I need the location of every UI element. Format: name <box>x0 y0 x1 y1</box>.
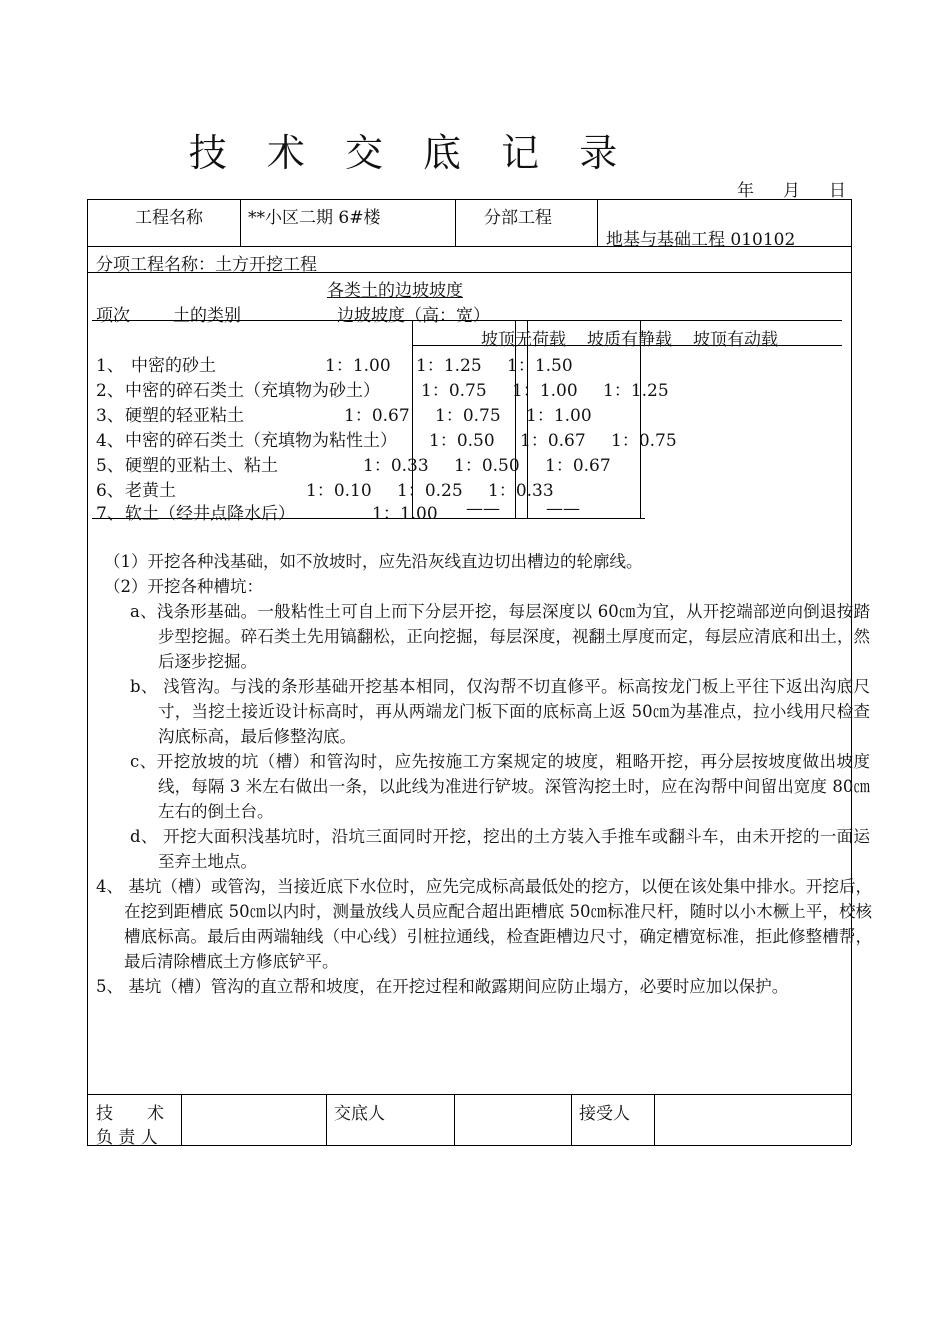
slope-table-caption: 各类土的边坡坡度 <box>327 281 463 301</box>
project-name-value: **小区二期 6#楼 <box>248 208 381 228</box>
table-row-v3: 1：1.25 <box>603 381 669 401</box>
sub-header-dynamic-load: 坡顶有动载 <box>693 330 778 350</box>
table-row-soil: 中密的砂土 <box>131 356 216 376</box>
frame-top <box>87 199 851 200</box>
paragraph-d: d、 开挖大面积浅基坑时，沿坑三面同时开挖，挖出的土方装入手推车或翻斗车，由未开挖的一面运至弃土地点。 <box>130 827 870 871</box>
table-rule-1 <box>92 320 842 321</box>
date-year: 年 <box>737 181 754 201</box>
table-row-v2: —— <box>466 499 500 519</box>
footer-divider-1 <box>181 1094 182 1145</box>
table-row-soil: 硬塑的轻亚粘土 <box>125 406 244 426</box>
paragraph-4: 4、 基坑（槽）或管沟，当接近底下水位时，应先完成标高最低处的挖方，以便在该处集中排水。开挖后，在挖到距槽底 50㎝以内时，测量放线人员应配合超出距槽底 50㎝标准尺杆，随时以小木橛上平，校核槽底标高。最后由两端轴线（中心线）引桩拉通线，检查距槽边尺寸，确定槽宽标准，拒此修整槽帮，最后清除槽底土方修底铲平。 <box>96 877 872 971</box>
table-row-idx: 6、 <box>96 481 124 501</box>
table-row-soil: 中密的碎石类土（充填物为粘性土） <box>125 431 397 451</box>
table-row-v2: 1：0.67 <box>520 431 586 451</box>
sub-header-no-load: 坡顶无荷载 <box>481 330 566 350</box>
date-day: 日 <box>829 181 846 201</box>
frame-left <box>87 199 88 1145</box>
col-soil-header: 土的类别 <box>173 306 241 326</box>
table-row-v1: 1：1.00 <box>325 356 391 376</box>
paragraph-b: b、 浅管沟。与浅的条形基础开挖基本相同，仅沟帮不切直修平。标高按龙门板上平往下返出沟底尺寸，当挖土接近设计标高时，再从两端龙门板下面的底标高上返 50㎝为基准点，拉小线用尺检查沟底标高，最后修整沟底。 <box>130 677 870 746</box>
project-name-label: 工程名称 <box>135 208 203 228</box>
footer-divider-3 <box>454 1094 455 1145</box>
table-row-v2: 1：0.75 <box>435 406 501 426</box>
table-row-v3: 1：0.67 <box>545 456 611 476</box>
table-row-v1: 1：0.67 <box>344 406 410 426</box>
paragraph-a: a、浅条形基础。一般粘性土可自上而下分层开挖，每层深度以 60㎝为宜，从开挖端部逆向倒退按踏步型挖掘。碎石类土先用镐翻松，正向挖掘，每层深度，视翻土厚度而定，每层应清底和出土，然后逐步挖掘。 <box>130 602 870 671</box>
table-row-v2: 1：1.00 <box>512 381 578 401</box>
table-row-v3: 1：0.33 <box>488 481 554 501</box>
table-row-v3: 1：0.75 <box>611 431 677 451</box>
paragraph-2: （2）开挖各种槽坑： <box>104 577 263 596</box>
table-row-soil: 老黄土 <box>125 481 176 501</box>
subitem-name: 分项工程名称：土方开挖工程 <box>96 255 317 275</box>
table-row-v2: 1：0.25 <box>397 481 463 501</box>
receiver-label: 接受人 <box>579 1104 630 1124</box>
paragraph-1: （1）开挖各种浅基础，如不放坡时，应先沿灰线直边切出槽边的轮廓线。 <box>104 552 643 571</box>
table-row-v3: 1：1.50 <box>507 356 573 376</box>
date-month: 月 <box>783 181 800 201</box>
footer-divider-4 <box>571 1094 572 1145</box>
header-divider-2 <box>455 199 456 246</box>
table-row-v1: 1：1.00 <box>372 504 438 524</box>
col-index-header: 项次 <box>96 306 130 326</box>
header-divider-3 <box>597 199 598 246</box>
table-row-v1: 1：0.33 <box>363 456 429 476</box>
footer-divider-5 <box>654 1094 655 1145</box>
header-divider-1 <box>240 199 241 246</box>
paragraph-5: 5、 基坑（槽）管沟的直立帮和坡度，在开挖过程和敞露期间应防止塌方，必要时应加以保护。 <box>96 977 789 996</box>
paragraph-c: c、开挖放坡的坑（槽）和管沟时，应先按施工方案规定的坡度，粗略开挖，再分层按坡度做出坡度线，每隔 3 米左右做出一条，以此线为准进行铲坡。深管沟挖土时，应在沟帮中间留出宽度 80㎝左右的倒土台。 <box>130 752 870 821</box>
table-row-v1: 1：0.10 <box>306 481 372 501</box>
footer-divider-2 <box>326 1094 327 1145</box>
table-row-v1: 1：0.50 <box>429 431 495 451</box>
frame-bottom <box>87 1145 851 1146</box>
table-row-idx: 7、 <box>96 504 124 524</box>
sub-header-static-load: 坡质有静载 <box>587 330 672 350</box>
table-row-v1: 1：0.75 <box>421 381 487 401</box>
tech-leader-label-line2: 负 责 人 <box>96 1128 158 1148</box>
col-slope-header: 边坡坡度（高：宽） <box>337 306 490 326</box>
table-row-idx: 3、 <box>96 406 124 426</box>
tech-leader-label-line1: 技 术 <box>96 1104 164 1124</box>
division-value: 地基与基础工程 010102 <box>606 230 796 250</box>
table-row-idx: 4、 <box>96 431 124 451</box>
table-row-v2: 1：0.50 <box>454 456 520 476</box>
table-row-v2: 1：1.25 <box>416 356 482 376</box>
frame-line-3 <box>87 1094 851 1095</box>
table-row-v3: —— <box>546 499 580 519</box>
table-row-idx: 2、 <box>96 381 124 401</box>
table-row-soil: 中密的碎石类土（充填物为砂土） <box>125 381 380 401</box>
page-title: 技 术 交 底 记 录 <box>188 131 632 175</box>
table-row-soil: 软土（经井点降水后） <box>125 504 295 524</box>
table-row-idx: 5、 <box>96 456 124 476</box>
handover-person-label: 交底人 <box>334 1104 385 1124</box>
division-label: 分部工程 <box>484 208 552 228</box>
table-row-soil: 硬塑的亚粘土、粘土 <box>125 456 278 476</box>
table-row-v3: 1：1.00 <box>526 406 592 426</box>
table-row-idx: 1、 <box>96 356 124 376</box>
